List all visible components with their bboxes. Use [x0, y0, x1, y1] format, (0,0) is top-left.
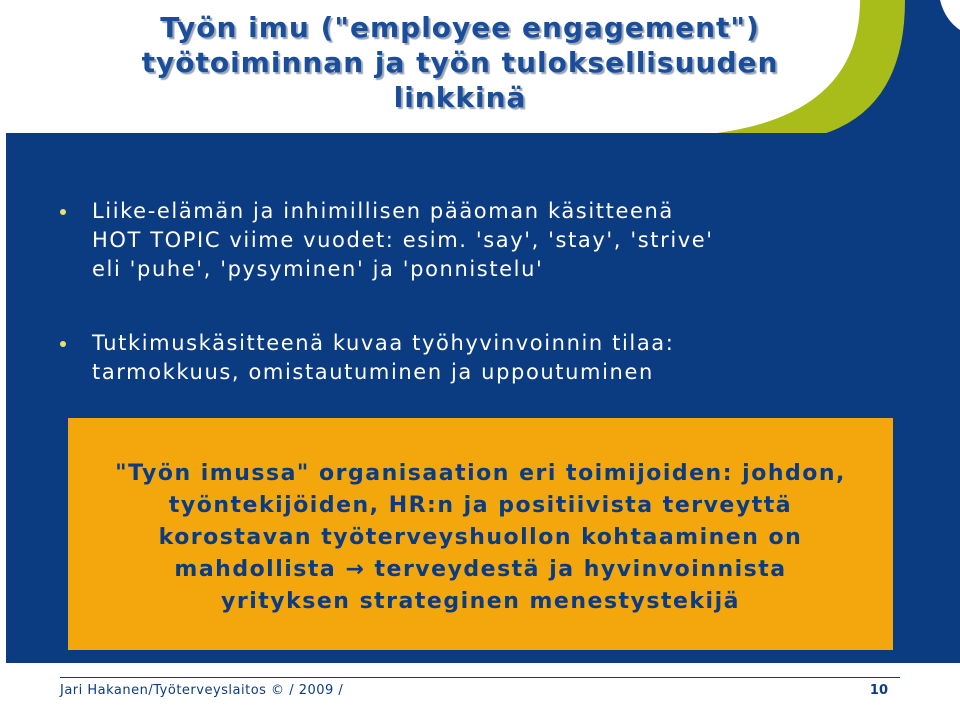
- title-line: linkkinä: [393, 81, 527, 114]
- bullet-line: Liike-elämän ja inhimillisen pääoman käsitteenä: [92, 199, 674, 223]
- bullet-list: [60, 197, 920, 432]
- highlight-line: yrityksen strateginen menestystekijä: [221, 589, 740, 614]
- highlight-line: korostavan työterveyshuollon kohtaaminen on: [158, 525, 803, 550]
- highlight-text: [68, 458, 893, 618]
- footer-divider: [60, 677, 900, 678]
- bullet-item: [60, 329, 920, 387]
- bullet-item: [60, 197, 920, 284]
- title-line: Työn imu ("employee engagement"): [160, 11, 760, 44]
- bullet-line: eli 'puhe', 'pysyminen' ja 'ponnistelu': [92, 257, 544, 281]
- slide-footer: [0, 663, 960, 716]
- highlight-line: mahdollista → terveydestä ja hyvinvoinnista: [174, 557, 787, 582]
- slide-header: [0, 0, 960, 135]
- page-number: 10: [869, 683, 888, 698]
- highlight-line: "Työn imussa" organisaation eri toimijoiden: johdon,: [115, 461, 846, 486]
- bullet-dot-icon: [60, 341, 66, 347]
- bullet-line: HOT TOPIC viime vuodet: esim. 'say', 'stay', 'strive': [92, 228, 714, 252]
- bullet-line: tarmokkuus, omistautuminen ja uppoutuminen: [92, 360, 654, 384]
- footer-credit: Jari Hakanen/Työterveyslaitos © / 2009 /: [60, 683, 344, 698]
- highlight-box: [68, 418, 893, 650]
- slide-title: [40, 10, 880, 115]
- highlight-line: työntekijöiden, HR:n ja positiivista terveyttä: [168, 493, 793, 518]
- bullet-line: Tutkimuskäsitteenä kuvaa työhyvinvoinnin tilaa:: [92, 331, 675, 355]
- title-line: työtoiminnan ja työn tuloksellisuuden: [141, 46, 779, 79]
- bullet-dot-icon: [60, 209, 66, 215]
